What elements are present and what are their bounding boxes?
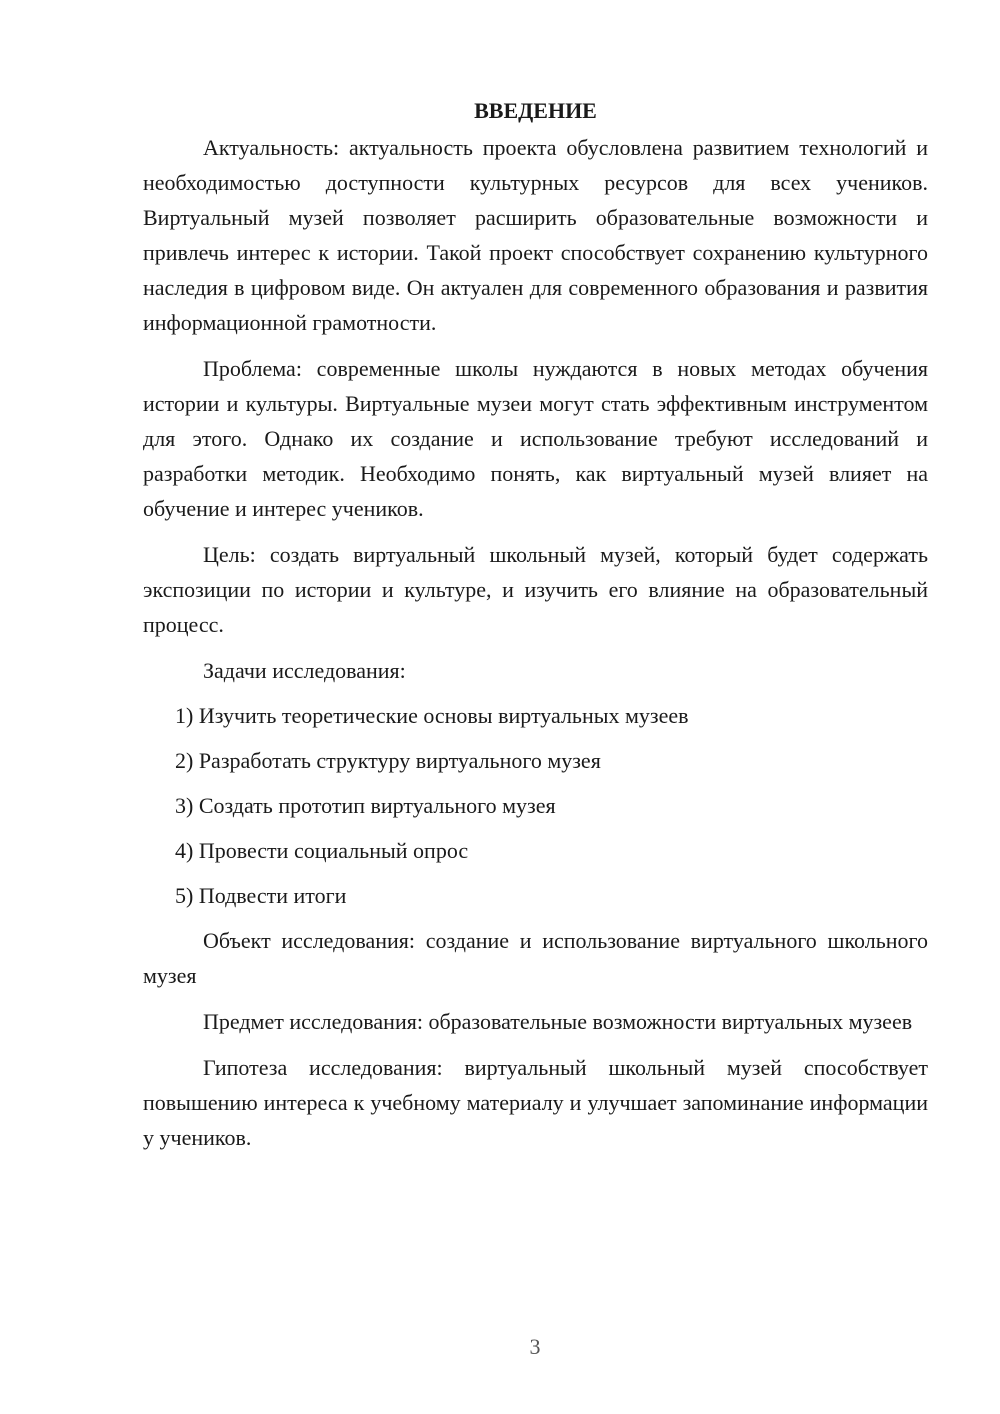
problem-paragraph: Проблема: современные школы нуждаются в новых методах обучения истории и культуры. Виртуальные музеи могут стать эффективным инструментом для этого. Однако их создание и использование требуют исследований и разработки методик. Необходимо понять, как виртуальный музей влияет на обучение и интерес учеников. — [143, 356, 928, 521]
goal-paragraph: Цель: создать виртуальный школьный музей, который будет содержать экспозиции по истории и культуре, и изучить его влияние на образовательный процесс. — [143, 542, 928, 637]
hypothesis-paragraph: Гипотеза исследования: виртуальный школьный музей способствует повышению интереса к учебному материалу и улучшает запоминание информации у учеников. — [143, 1055, 928, 1150]
subject-paragraph: Предмет исследования: образовательные возможности виртуальных музеев — [203, 1009, 913, 1034]
list-item: 3) Создать прототип виртуального музея — [175, 793, 556, 818]
object-paragraph: Объект исследования: создание и использование виртуального школьного музея — [143, 928, 928, 988]
relevance-paragraph: Актуальность: актуальность проекта обусловлена развитием технологий и необходимостью доступности культурных ресурсов для всех учеников. Виртуальный музей позволяет расширить образовательные возможности и привлечь интерес к истории. Такой проект способствует сохранению культурного наследия в цифровом виде. Он актуален для современного образования и развития информационной грамотности. — [143, 135, 928, 335]
page-title: ВВЕДЕНИЕ — [474, 98, 597, 123]
page-number: 3 — [529, 1334, 541, 1359]
tasks-list — [143, 698, 928, 913]
list-item: 2) Разработать структуру виртуального музея — [175, 748, 601, 773]
document-page — [143, 96, 928, 1166]
list-item: 1) Изучить теоретические основы виртуальных музеев — [175, 703, 689, 728]
list-item: 5) Подвести итоги — [175, 883, 347, 908]
list-item: 4) Провести социальный опрос — [175, 838, 469, 863]
tasks-heading: Задачи исследования: — [203, 658, 406, 683]
